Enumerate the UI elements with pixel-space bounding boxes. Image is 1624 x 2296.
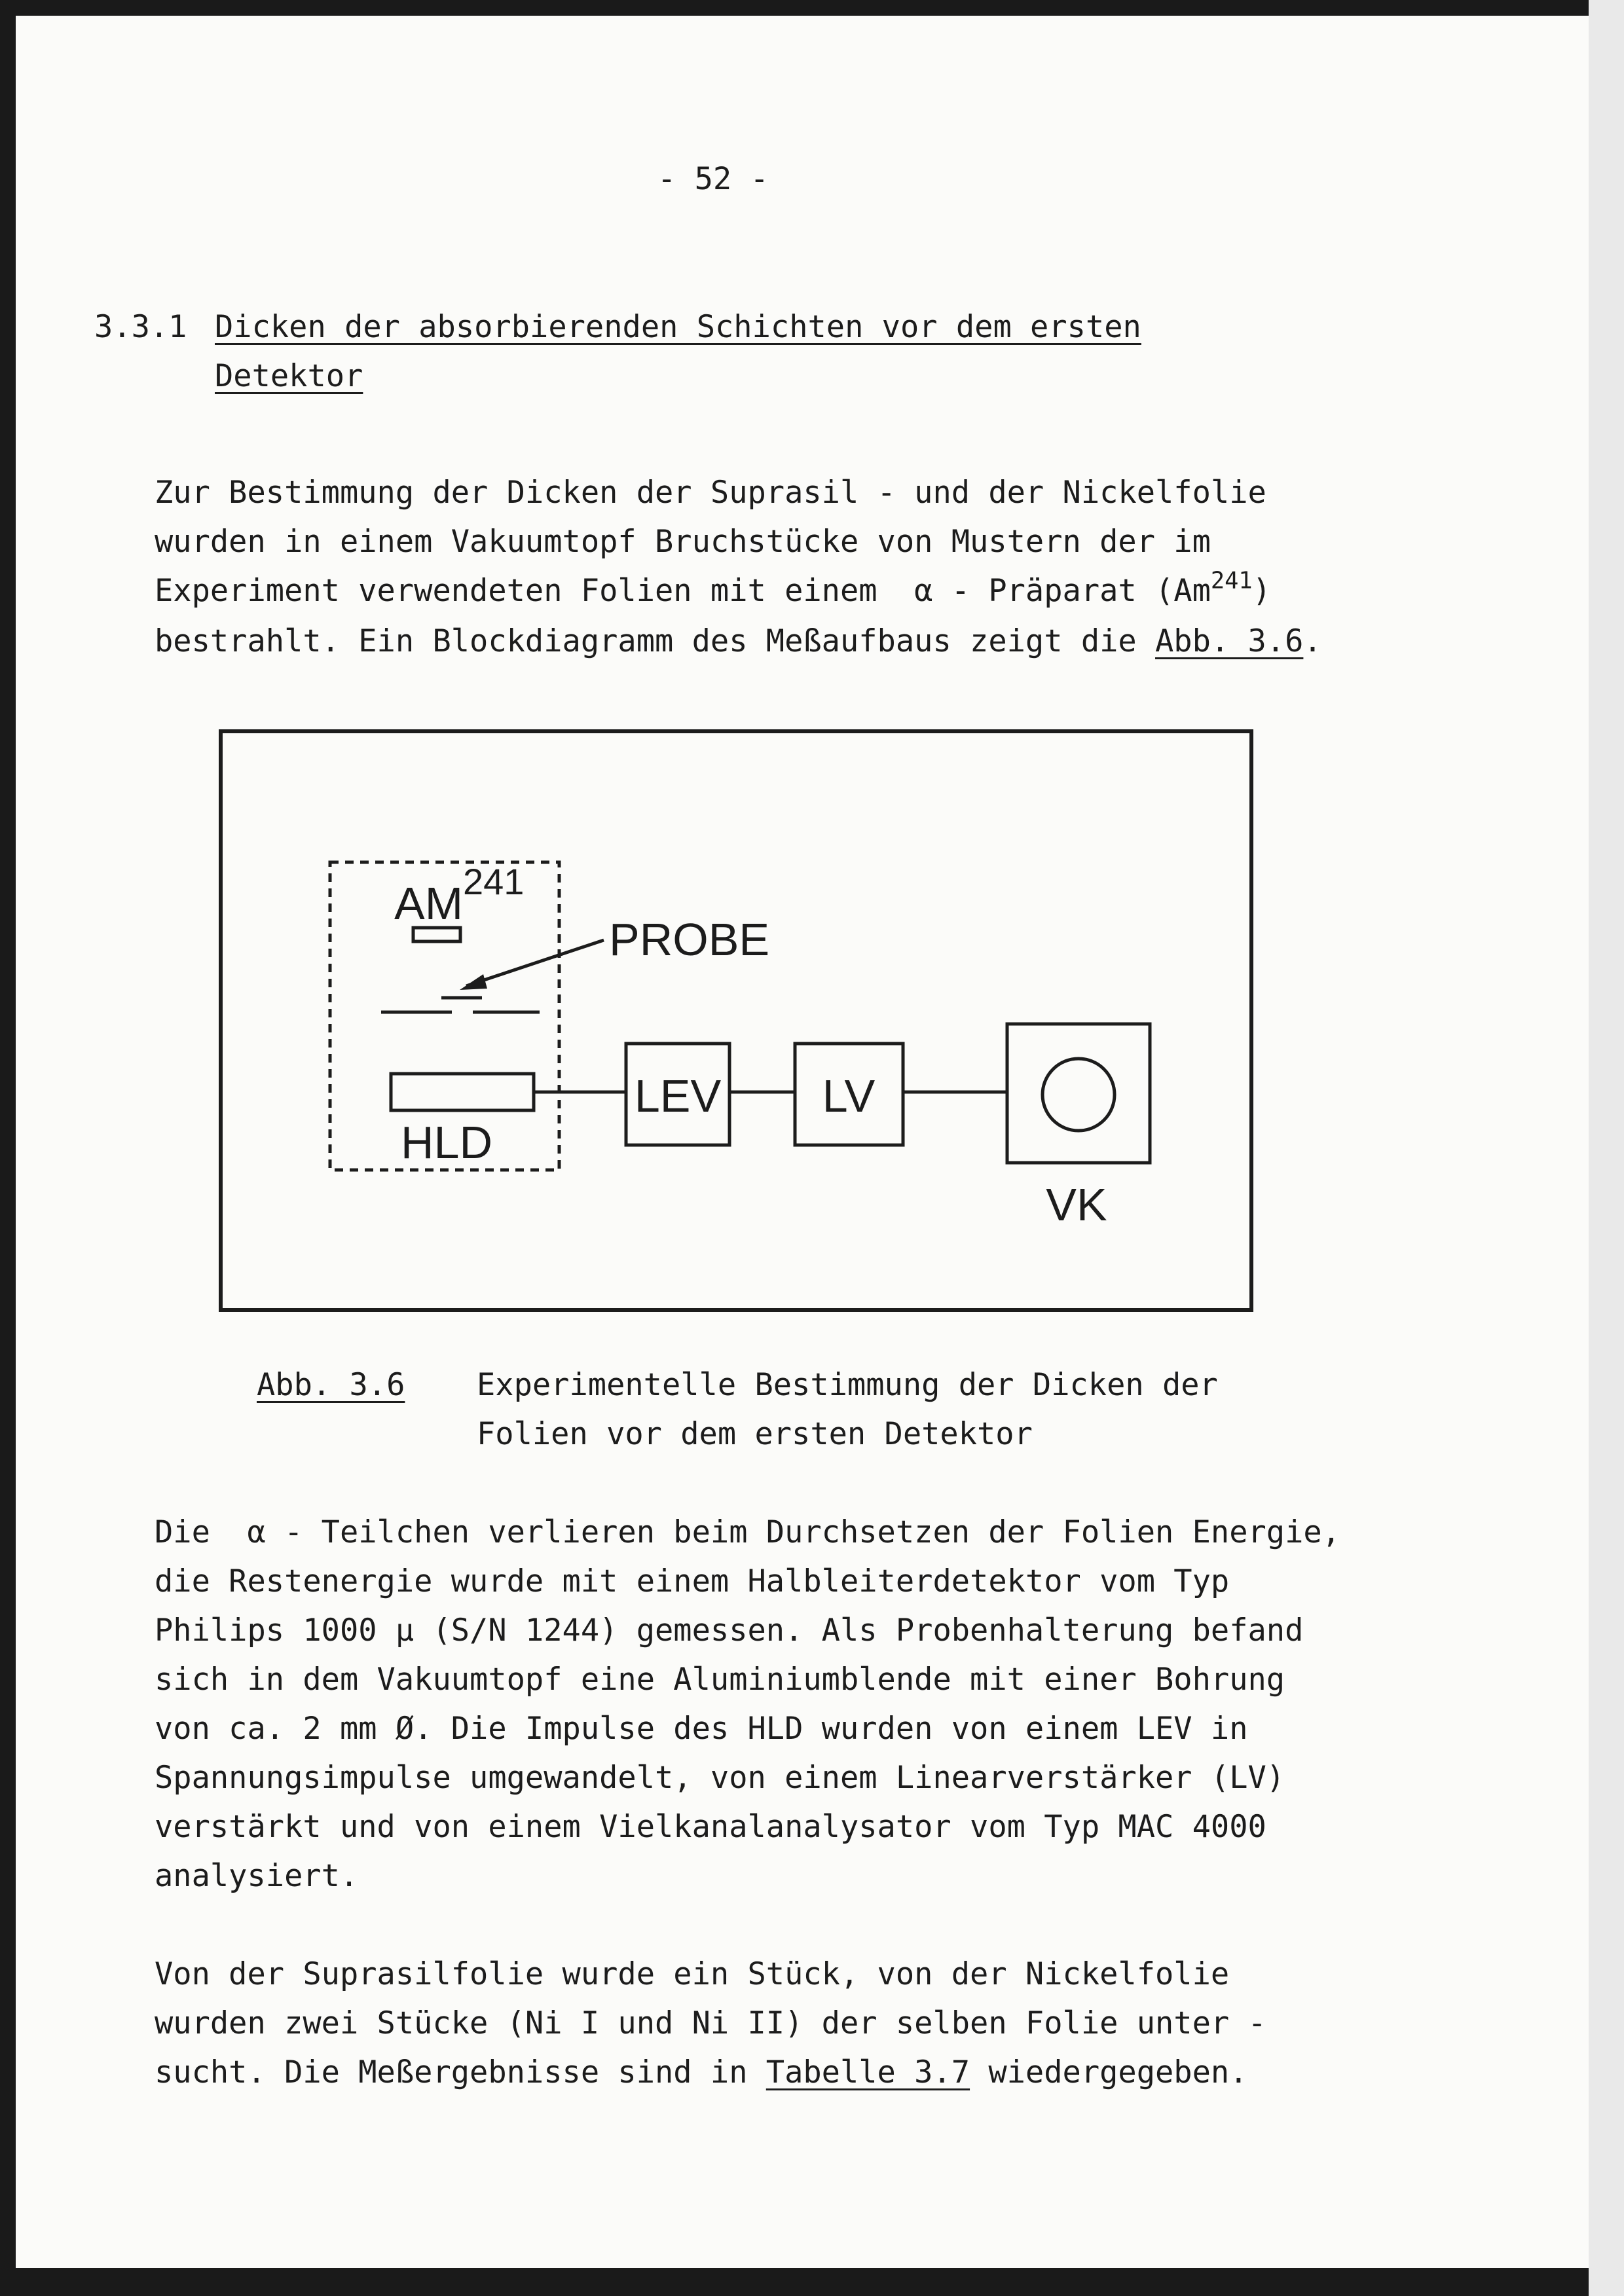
analyzer-box: [1007, 1024, 1150, 1163]
paragraph-1-line-4-end: .: [1303, 623, 1322, 659]
paragraph-1-line-4: [155, 623, 1322, 659]
probe-arrowhead: [460, 974, 487, 990]
analyzer-screen: [1043, 1059, 1115, 1131]
probe-label: PROBE: [609, 914, 770, 965]
paragraph-1-line-3-text: Experiment verwendeten Folien mit einem α - Präparat (Am: [155, 573, 1211, 609]
section-title-line-1: Dicken der absorbierenden Schichten vor dem ersten: [215, 309, 1141, 345]
paragraph-2-line-3: Philips 1000 μ (S/N 1244) gemessen. Als Probenhalterung befand: [155, 1613, 1304, 1649]
section-title-line-2: Detektor: [215, 358, 363, 394]
paragraph-3-line-3-text: sucht. Die Meßergebnisse sind in: [155, 2054, 766, 2090]
paragraph-2-line-2: die Restenergie wurde mit einem Halbleiterdetektor vom Typ: [155, 1563, 1230, 1599]
paragraph-2-line-8: analysiert.: [155, 1858, 359, 1894]
scan-margin: [1589, 0, 1624, 2296]
paragraph-2-line-7: verstärkt und von einem Vielkanalanalysator vom Typ MAC 4000: [155, 1809, 1266, 1845]
paragraph-2-line-6: Spannungsimpulse umgewandelt, von einem Linearverstärker (LV): [155, 1760, 1285, 1796]
box-lev-label: LEV: [634, 1070, 722, 1121]
figure-caption-line-2: Folien vor dem ersten Detektor: [477, 1416, 1033, 1452]
paragraph-2-line-1: Die α - Teilchen verlieren beim Durchsetzen der Folien Energie,: [155, 1514, 1340, 1550]
block-diagram: [219, 729, 1253, 1312]
alpha-source: [413, 928, 460, 941]
figure-caption-line-1: Experimentelle Bestimmung der Dicken der: [477, 1367, 1218, 1403]
table-reference-link[interactable]: Tabelle 3.7: [766, 2054, 970, 2090]
paragraph-3-line-2: wurden zwei Stücke (Ni I und Ni II) der selben Folie unter -: [155, 2005, 1266, 2041]
source-superscript: 241: [463, 861, 525, 902]
paragraph-1-line-4-text: bestrahlt. Ein Blockdiagramm des Meßaufbaus zeigt die: [155, 623, 1156, 659]
paragraph-1-line-2: wurden in einem Vakuumtopf Bruchstücke von Mustern der im: [155, 524, 1211, 560]
figure-caption-label: Abb. 3.6: [257, 1367, 405, 1403]
paragraph-1-line-3-end: ): [1252, 573, 1271, 609]
probe-pointer-arrow: [466, 940, 604, 986]
document-page: [16, 16, 1589, 2268]
analyzer-label: VK: [1046, 1179, 1107, 1230]
section-number: 3.3.1: [94, 309, 187, 345]
source-label: AM$^{241}$: [394, 861, 525, 929]
paragraph-3-line-3: [155, 2054, 1248, 2090]
paragraph-3-line-1: Von der Suprasilfolie wurde ein Stück, von der Nickelfolie: [155, 1956, 1230, 1992]
paragraph-2-line-5: von ca. 2 mm Ø. Die Impulse des HLD wurden von einem LEV in: [155, 1711, 1248, 1747]
detector-hld: [391, 1074, 534, 1110]
paragraph-2-line-4: sich in dem Vakuumtopf eine Aluminiumblende mit einer Bohrung: [155, 1662, 1285, 1698]
detector-label: HLD: [401, 1117, 493, 1168]
paragraph-1-line-1: Zur Bestimmung der Dicken der Suprasil - und der Nickelfolie: [155, 475, 1266, 511]
page-number: - 52 -: [657, 161, 769, 197]
figure-reference-link[interactable]: Abb. 3.6: [1155, 623, 1304, 659]
paragraph-1-line-3: [155, 567, 1271, 609]
paragraph-3-line-3-end: wiedergegeben.: [970, 2054, 1248, 2090]
box-lv-label: LV: [822, 1070, 876, 1121]
isotope-superscript: 241: [1210, 567, 1253, 594]
